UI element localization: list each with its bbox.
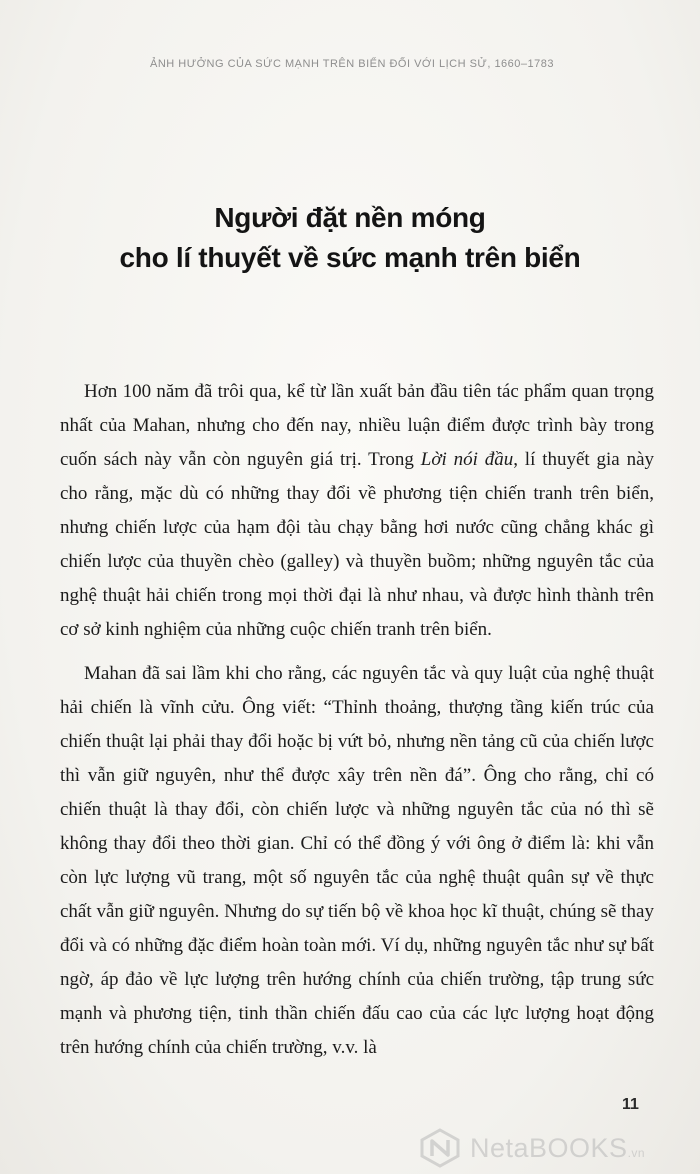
chapter-title-line-2: cho lí thuyết về sức mạnh trên biển: [119, 242, 581, 273]
chapter-title: [60, 198, 640, 278]
watermark-brand: NetaBOOKS: [470, 1132, 628, 1163]
body-text: [60, 375, 654, 1065]
chapter-title-line-1: Người đặt nền móng: [214, 202, 486, 233]
page-number: 11: [622, 1096, 639, 1113]
paragraph-1-end: , lí thuyết gia này cho rằng, mặc dù có những thay đổi về phương tiện chiến tranh trên biển, nhưng chiến lược của hạm đội tàu chạy bằng hơi nước cũng chẳng khác gì chiến lược của thuyền chèo (galley) và thuyền buồm; những nguyên tắc của nghệ thuật hải chiến trong mọi thời đại là như nhau, và được hình thành trên cơ sở kinh nghiệm của những cuộc chiến tranh trên biển.: [60, 449, 655, 640]
paragraph-1: [60, 375, 654, 647]
paragraph-1-start: Hơn 100 năm đã trôi qua, kể từ lần xuất bản đầu tiên tác phẩm quan trọng nhất của Mahan, nhưng cho đến nay, nhiều luận điểm được trình bày trong cuốn sách này vẫn còn nguyên giá trị. Trong: [60, 381, 654, 470]
paragraph-2: Mahan đã sai lầm khi cho rằng, các nguyên tắc và quy luật của nghệ thuật hải chiến là vĩnh cửu. Ông viết: “Thỉnh thoảng, thượng tầng kiến trúc của chiến thuật lại phải thay đổi hoặc bị vứt bỏ, nhưng nền tảng cũ của chiến lược thì vẫn giữ nguyên, như thể được xây trên nền đá”. Ông cho rằng, chỉ có chiến thuật là thay đổi, còn chiến lược và những nguyên tắc của nó thì sẽ không thay đổi theo thời gian. Chỉ có thể đồng ý với ông ở điểm là: khi vẫn còn lực lượng vũ trang, một số nguyên tắc của nghệ thuật quân sự về thực chất vẫn giữ nguyên. Nhưng do sự tiến bộ về khoa học kĩ thuật, chúng sẽ thay đổi và có những đặc điểm hoàn toàn mới. Ví dụ, những nguyên tắc như sự bất ngờ, áp đảo về lực lượng trên hướng chính của chiến trường, tập trung sức mạnh và phương tiện, tinh thần chiến đấu cao của các lực lượng hoạt động trên hướng chính của chiến trường, v.v. là: [60, 663, 654, 1058]
watermark: [418, 1128, 645, 1168]
watermark-text: [470, 1133, 645, 1164]
netabooks-logo-icon: [418, 1128, 462, 1168]
running-header: ẢNH HƯỞNG CỦA SỨC MẠNH TRÊN BIỂN ĐỐI VỚI LỊCH SỬ, 1660–1783: [150, 58, 554, 70]
watermark-suffix: .vn: [627, 1145, 646, 1160]
preface-title-italic: Lời nói đầu: [420, 449, 514, 470]
